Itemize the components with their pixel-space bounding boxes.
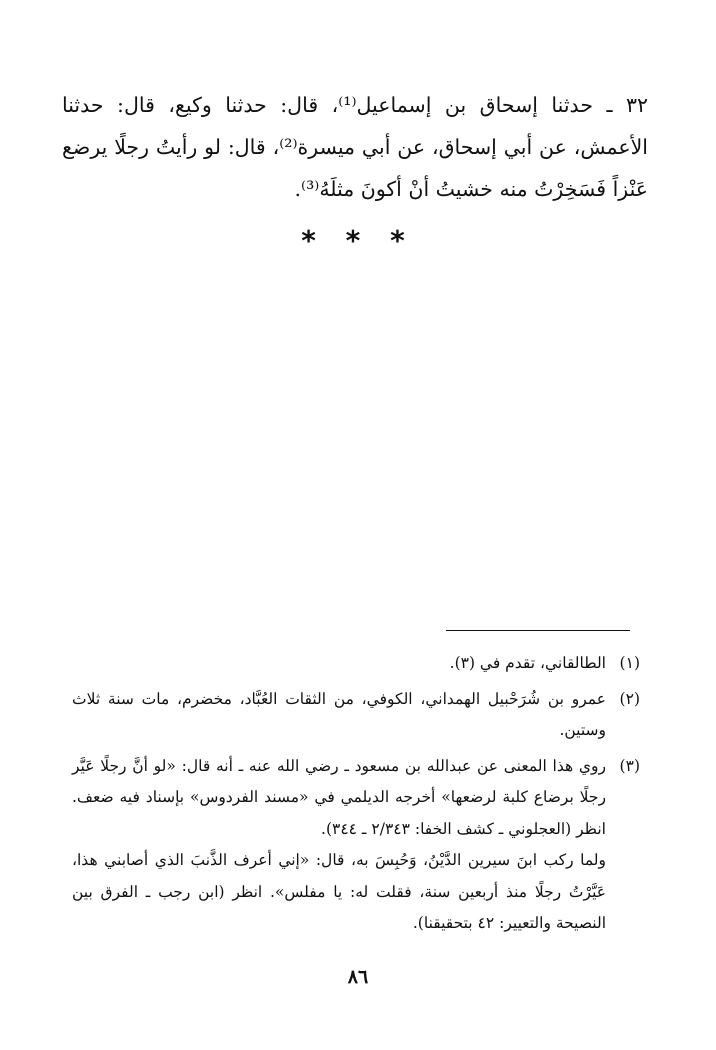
hadith-paragraph: ٣٢ ـ حدثنا إسحاق بن إسماعيل⁽¹⁾، قال: حدثنا وكيع، قال: حدثنا الأعمش، عن أبي إسحاق، عن أبي ميسرة⁽²⁾، قال: لو رأيتُ رجلًا يرضع عَنْزاً فَسَخِرْتُ منه خشيتُ أنْ أكونَ مثلَهُ⁽³⁾. <box>62 93 648 201</box>
footnote-line: ولما ركب ابنَ سيرين الدَّيْنُ، وَحُبِسَ به، قال: «إني أعرف الذَّنبَ الذي أصابني هذا، عَيَّرْتُ رجلًا منذ أربعين سنة، فقلت له: يا مفلس». انظر (ابن رجب ـ الفرق بين النصيحة والتعيير: ٤٢ بتحقيقنا). <box>72 851 606 932</box>
page-number: ٨٦ <box>347 966 369 988</box>
footnote-line: عمرو بن شُرَحْبيل الهمداني، الكوفي، من الثقات العُبَّاد، مخضرم، مات سنة ثلاث وستين. <box>72 689 606 739</box>
footnote-2 <box>72 684 640 747</box>
footnotes <box>72 648 640 944</box>
footnote-number: (٣) <box>619 756 640 775</box>
footnote-text <box>72 684 606 747</box>
footnote-number: (١) <box>619 654 640 672</box>
footnote-1 <box>72 648 640 680</box>
footnote-line: الطالقاني، تقدم في (٣). <box>449 654 606 672</box>
footnote-text <box>72 751 606 940</box>
footnote-line: روي هذا المعنى عن عبدالله بن مسعود ـ رضي الله عنه ـ أنه قال: «لو أنَّ رجلًا عَيَّر رجلًا برضاع كلبة لرضعها» أخرجه الديلمي في «مسند الفردوس» بإسناد فيه ضعف. انظر (العجلوني ـ كشف الخفا: ٢/٣٤٣ ـ ٣٤٤). <box>72 756 606 838</box>
footnote-rule <box>446 630 630 631</box>
main-text-block <box>62 84 648 210</box>
footnote-number: (٢) <box>619 689 640 708</box>
section-separator: * * * <box>301 224 415 257</box>
footnote-3 <box>72 751 640 940</box>
footnote-text <box>72 648 606 680</box>
